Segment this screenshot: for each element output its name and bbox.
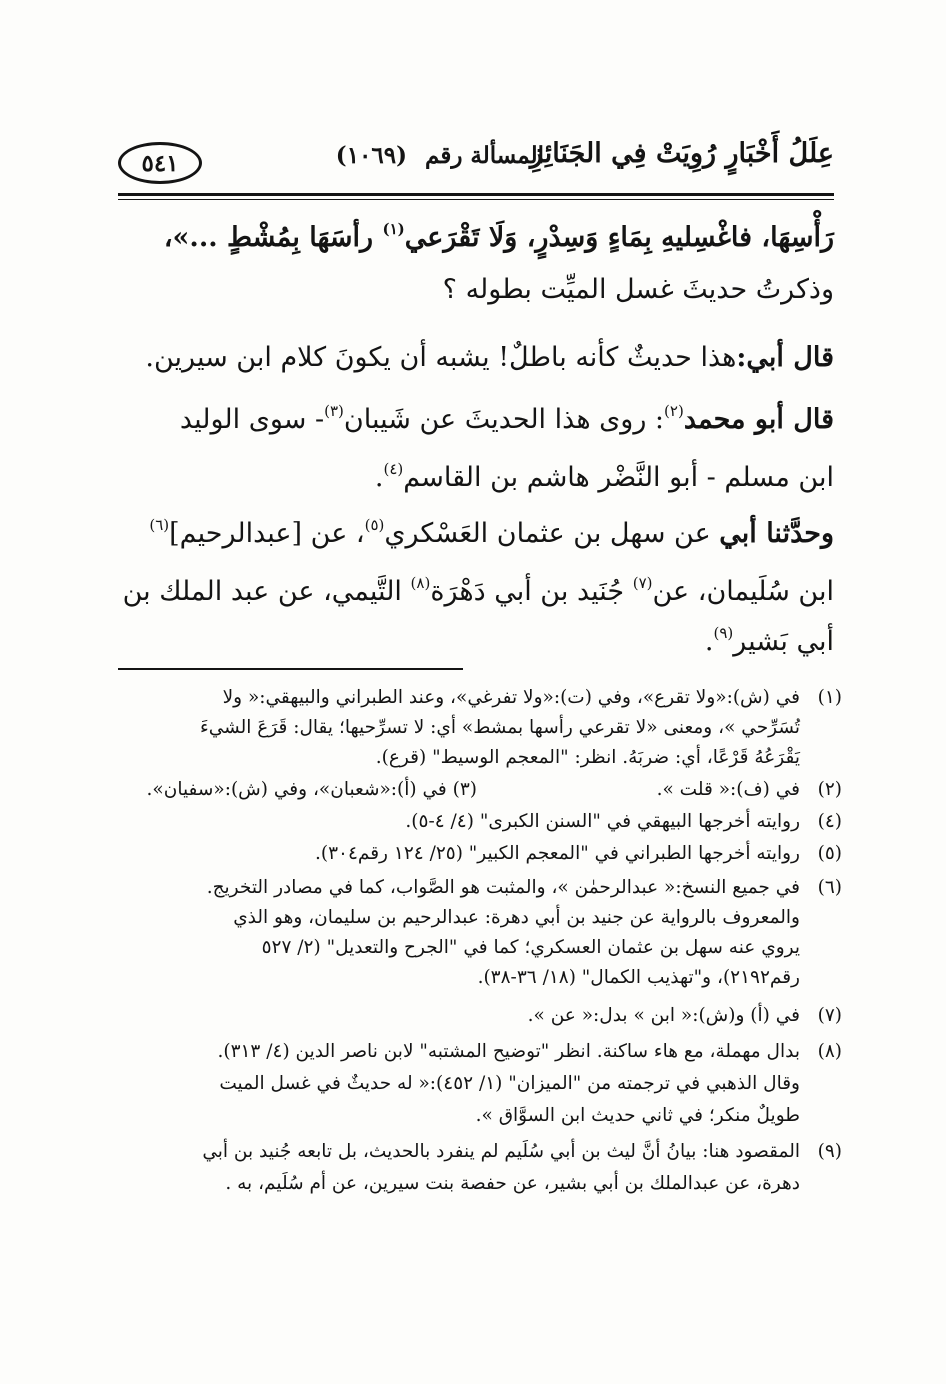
footnote-8-line-2: [219, 1069, 800, 1099]
footnote-number: (٩): [817, 1141, 842, 1162]
footnote-1: [223, 683, 842, 713]
footnote-8: [217, 1037, 842, 1067]
footnote-ref-8[interactable]: (٨): [410, 574, 431, 592]
main-line-8-text: أبي بَشير: [733, 626, 834, 657]
footnote-1-line-3: [376, 743, 800, 773]
issue-label: [336, 142, 544, 169]
footnote-text: رقم٢١٩٢)، و"تهذيب الكمال" (١٨/ ٣٦-٣٨).: [477, 967, 800, 988]
issue-number: (١٠٦٩): [335, 142, 407, 169]
main-line-4: [180, 395, 834, 445]
speaker-abi: قال أبي:: [736, 342, 834, 373]
footnote-text: طويلٌ منكر؛ في ثاني حديث ابن السوَّاق ».: [475, 1105, 800, 1126]
footnote-text: بدال مهملة، مع هاء ساكنة. انظر "توضيح المشتبه" لابن ناصر الدين (٤/ ٣١٣).: [217, 1041, 800, 1062]
footnote-ref-9[interactable]: (٩): [713, 624, 734, 642]
footnote-6-line-2: [233, 903, 800, 933]
footnote-ref-6[interactable]: (٦): [149, 516, 170, 534]
footnote-9-line-2: [225, 1169, 800, 1199]
main-line-6-b: ، عن [عبدالرحيم]: [169, 518, 365, 549]
footnote-text: في (ش):«ولا تقرع»، وفي (ت):«ولا تفرغي»، وعند الطبراني والبيهقي:« ولا: [222, 687, 800, 708]
footnote-1-line-2: [200, 713, 800, 743]
footnote-text: روايته أخرجها البيهقي في "السنن الكبرى" (٤/ ٤-٥).: [405, 811, 800, 832]
main-line-7-text: ابن سُلَيمان، عن: [652, 576, 834, 607]
issue-label-text: المسألة رقم: [425, 142, 544, 169]
running-title: عِلَلُ أَخْبَارٍ رُوِيَتْ فِي الجَنَائِزِ: [529, 138, 834, 169]
footnote-number: (٦): [817, 877, 842, 898]
footnote-9: [202, 1137, 842, 1167]
speaker-haddathana: وحدَّثنا أبي: [719, 518, 834, 549]
main-line-5-end: .: [374, 462, 384, 493]
footnote-text: روايته أخرجها الطبراني في "المعجم الكبير" (٢٥/ ١٢٤ رقم٣٠٤).: [314, 843, 800, 864]
footnote-8-line-3: [476, 1101, 800, 1131]
footnote-text: دهرة، عن عبدالملك بن أبي بشير، عن حفصة بنت سيرين، عن أم سُلَيم، به .: [225, 1173, 800, 1194]
main-line-6: [149, 509, 834, 559]
footnote-5: [315, 839, 842, 869]
header-rule-thin: [118, 199, 834, 200]
main-line-1: [164, 213, 834, 263]
main-line-5-text: ابن مسلم - أبو النَّضْر هاشم بن القاسم: [403, 462, 834, 493]
footnote-ref-4[interactable]: (٤): [383, 460, 404, 478]
main-line-3: [145, 333, 834, 383]
footnote-text: في جميع النسخ:« عبدالرحمٰن »، والمثبت هو الصَّواب، كما في مصادر التخريج.: [206, 877, 800, 898]
footnote-ref-5[interactable]: (٥): [364, 516, 385, 534]
footnote-text: يَقْرَعُهُ قَرْعًا، أي: ضربَهُ. انظر: "المعجم الوسيط" (قرع).: [375, 747, 800, 768]
page-number: [118, 142, 202, 184]
main-line-3-text: هذا حديثٌ كأنه باطلٌ! يشبه أن يكونَ كلام ابن سيرين.: [145, 342, 737, 373]
speaker-abu-muhammad: قال أبو محمد: [683, 404, 834, 435]
main-line-1-b: رأسَهَا بِمُشْطٍ ...»،: [163, 222, 374, 253]
footnote-ref-7[interactable]: (٧): [632, 574, 653, 592]
main-line-8: [705, 617, 834, 667]
main-line-8-end: .: [704, 626, 714, 657]
footnote-text: تُسَرِّحي »، ومعنى «لا تقرعي رأسها بمشط» أي: لا تسرِّحيها؛ يقال: قَرَعَ الشيءَ: [200, 717, 800, 738]
footnote-number: (٨): [817, 1041, 842, 1062]
footnote-text: في (أ):«شعبان»، وفي (ش):«سفيان».: [146, 779, 447, 800]
footnote-text: في (ف):« قلت ».: [656, 779, 800, 800]
page-number-text: ٥٤١: [141, 149, 179, 177]
footnote-text: والمعروف بالرواية عن جنيد بن أبي دهرة: عبدالرحيم بن سليمان، وهو الذي: [233, 907, 800, 928]
footnote-number: (٣): [452, 779, 477, 800]
header-rule-thick: [118, 193, 834, 196]
main-line-2-text: وذكرتُ حديثَ غسل الميِّت بطوله ؟: [442, 274, 834, 305]
footnote-number: (١): [817, 687, 842, 708]
footnote-6-line-4: [478, 963, 800, 993]
main-line-7-c: التَّيمي، عن عبد الملك بن: [122, 576, 402, 607]
main-line-6-text: عن سهل بن عثمان العَسْكري: [384, 518, 711, 549]
main-line-2: [443, 265, 834, 315]
footnote-4: [405, 807, 842, 837]
main-line-4-b: - سوى الوليد: [179, 404, 325, 435]
main-line-1-a: رَأْسِهَا، فاغْسِليهِ بِمَاءٍ وَسِدْرٍ، وَلَا تَقْرَعي: [404, 222, 834, 253]
footnote-separator: [118, 668, 463, 670]
footnote-number: (٢): [817, 779, 842, 800]
footnote-6: [207, 873, 842, 903]
footnote-ref-1[interactable]: (١): [382, 220, 405, 238]
footnote-7: [528, 1001, 842, 1031]
footnote-text: في (أ) و(ش):« ابن » بدل:« عن ».: [527, 1005, 800, 1026]
main-line-4-text: : روى هذا الحديثَ عن شَيبان: [343, 404, 665, 435]
main-line-7: [123, 567, 834, 617]
footnote-number: (٥): [817, 843, 842, 864]
footnote-text: المقصود هنا: بيانُ أنَّ ليث بن أبي سُلَيم لم ينفرد بالحديث، بل تابعه جُنيد بن أبي: [202, 1141, 800, 1162]
main-line-5: [375, 453, 834, 503]
footnote-6-line-3: [262, 933, 800, 963]
footnote-text: وقال الذهبي في ترجمته من "الميزان" (١/ ٤٥٢):« له حديثٌ في غسل الميت: [219, 1073, 800, 1094]
footnote-number: (٤): [817, 811, 842, 832]
footnote-2: [657, 775, 842, 805]
footnote-ref-3[interactable]: (٣): [324, 402, 344, 420]
footnote-ref-2[interactable]: (٢): [664, 402, 684, 420]
main-line-7-b: جُنَيد بن أبي دَهْرَة: [430, 576, 625, 607]
footnote-text: يروي عنه سهل بن عثمان العسكري؛ كما في "الجرح والتعديل" (٢/ ٥٢٧: [261, 937, 800, 958]
footnote-3: [147, 775, 477, 805]
footnote-number: (٧): [817, 1005, 842, 1026]
